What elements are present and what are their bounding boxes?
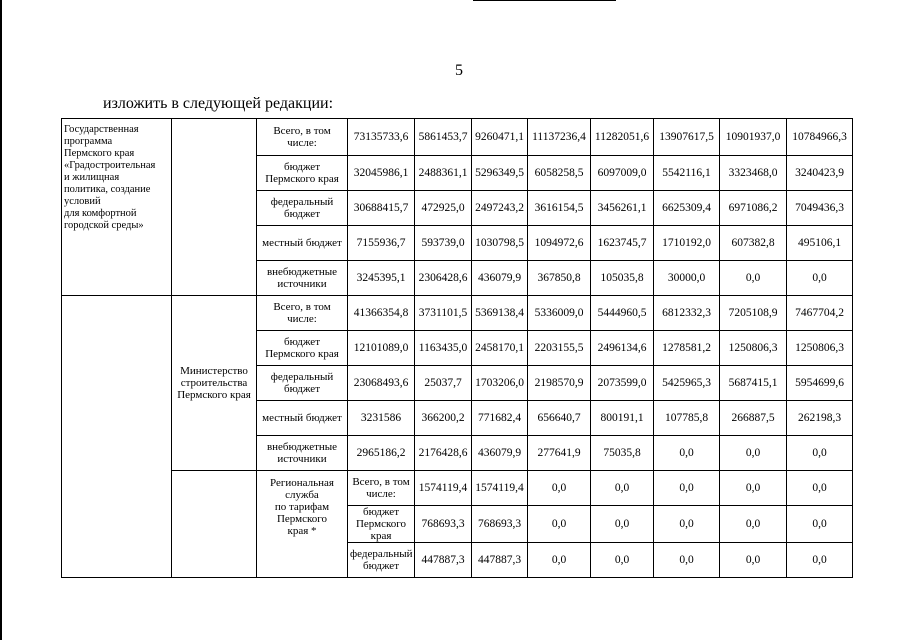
amount-cell: 0,0 xyxy=(591,471,654,506)
amount-cell: 3731101,5 xyxy=(415,296,472,331)
amount-cell: 0,0 xyxy=(720,436,787,471)
amount-cell: 266887,5 xyxy=(720,401,787,436)
funding-source-cell: местный бюджет xyxy=(257,401,348,436)
program-name-line: Пермского края xyxy=(64,148,135,159)
amount-cell: 277641,9 xyxy=(528,436,591,471)
amount-cell: 1623745,7 xyxy=(591,226,654,261)
amount-cell: 1163435,0 xyxy=(415,331,472,366)
amount-cell: 0,0 xyxy=(720,471,787,506)
table-row xyxy=(62,471,853,506)
amount-cell: 30000,0 xyxy=(654,261,720,296)
amount-cell: 5687415,1 xyxy=(720,366,787,401)
amount-cell: 6812332,3 xyxy=(654,296,720,331)
amount-cell: 0,0 xyxy=(528,506,591,543)
amount-cell: 1710192,0 xyxy=(654,226,720,261)
amount-cell: 3323468,0 xyxy=(720,156,787,191)
amount-cell: 1278581,2 xyxy=(654,331,720,366)
amount-cell: 0,0 xyxy=(654,506,720,543)
funding-source-cell: бюджет Пермского края xyxy=(348,506,415,543)
funding-source-cell: внебюджетные источники xyxy=(257,261,348,296)
executor-name-line: Министерство xyxy=(180,365,248,377)
amount-cell: 436079,9 xyxy=(472,261,528,296)
amount-cell: 5369138,4 xyxy=(472,296,528,331)
amount-cell: 3456261,1 xyxy=(591,191,654,226)
amount-cell: 1574119,4 xyxy=(415,471,472,506)
amount-cell: 0,0 xyxy=(654,543,720,578)
amount-cell: 2203155,5 xyxy=(528,331,591,366)
executor-name-line: Пермского xyxy=(276,513,328,525)
amount-cell: 593739,0 xyxy=(415,226,472,261)
executor-cell xyxy=(172,119,257,296)
amount-cell: 0,0 xyxy=(787,471,853,506)
amount-cell: 75035,8 xyxy=(591,436,654,471)
amount-cell: 1030798,5 xyxy=(472,226,528,261)
funding-source-cell: местный бюджет xyxy=(257,226,348,261)
amount-cell: 771682,4 xyxy=(472,401,528,436)
amount-cell: 13907617,5 xyxy=(654,119,720,156)
top-rule xyxy=(473,0,616,1)
amount-cell: 447887,3 xyxy=(472,543,528,578)
amount-cell: 0,0 xyxy=(787,506,853,543)
program-name-line: политика, создание xyxy=(64,184,151,195)
amount-cell: 1703206,0 xyxy=(472,366,528,401)
amount-cell: 0,0 xyxy=(528,471,591,506)
amount-cell: 7467704,2 xyxy=(787,296,853,331)
amount-cell: 107785,8 xyxy=(654,401,720,436)
program-name-line: программа xyxy=(64,136,113,147)
executor-name-line: по тарифам xyxy=(274,501,330,513)
amount-cell: 3231586 xyxy=(348,401,415,436)
table-row xyxy=(62,296,853,331)
amount-cell: 1250806,3 xyxy=(720,331,787,366)
amount-cell: 11282051,6 xyxy=(591,119,654,156)
amount-cell: 7049436,3 xyxy=(787,191,853,226)
amount-cell: 800191,1 xyxy=(591,401,654,436)
executor-name-line: Пермского края xyxy=(177,389,251,401)
amount-cell: 0,0 xyxy=(787,436,853,471)
amount-cell: 2965186,2 xyxy=(348,436,415,471)
amount-cell: 6097009,0 xyxy=(591,156,654,191)
amount-cell: 6058258,5 xyxy=(528,156,591,191)
executor-name-line: края * xyxy=(287,525,317,537)
amount-cell: 5861453,7 xyxy=(415,119,472,156)
amount-cell: 7155936,7 xyxy=(348,226,415,261)
funding-source-cell: федеральный бюджет xyxy=(257,191,348,226)
amount-cell: 5425965,3 xyxy=(654,366,720,401)
amount-cell: 1094972,6 xyxy=(528,226,591,261)
amount-cell: 2176428,6 xyxy=(415,436,472,471)
funding-source-cell: Всего, в том числе: xyxy=(348,471,415,506)
amount-cell: 0,0 xyxy=(591,506,654,543)
amount-cell: 9260471,1 xyxy=(472,119,528,156)
amount-cell: 73135733,6 xyxy=(348,119,415,156)
amount-cell: 30688415,7 xyxy=(348,191,415,226)
amount-cell: 0,0 xyxy=(787,543,853,578)
amount-cell: 5954699,6 xyxy=(787,366,853,401)
funding-source-cell: Всего, в том числе: xyxy=(257,119,348,156)
program-continuation-cell xyxy=(172,471,257,578)
amount-cell: 656640,7 xyxy=(528,401,591,436)
amount-cell: 5296349,5 xyxy=(472,156,528,191)
amount-cell: 2496134,6 xyxy=(591,331,654,366)
funding-source-cell: федеральный бюджет xyxy=(257,366,348,401)
page-number: 5 xyxy=(455,62,463,79)
amount-cell: 23068493,6 xyxy=(348,366,415,401)
amount-cell: 436079,9 xyxy=(472,436,528,471)
amount-cell: 3616154,5 xyxy=(528,191,591,226)
executor-cell xyxy=(172,296,257,471)
funding-source-cell: бюджет Пермского края xyxy=(257,156,348,191)
program-continuation-cell xyxy=(62,296,172,578)
amount-cell: 2458170,1 xyxy=(472,331,528,366)
program-name-line: «Градостроительная xyxy=(64,160,156,171)
amount-cell: 41366354,8 xyxy=(348,296,415,331)
amount-cell: 366200,2 xyxy=(415,401,472,436)
funding-source-cell: бюджет Пермского края xyxy=(257,331,348,366)
amount-cell: 5336009,0 xyxy=(528,296,591,331)
amount-cell: 7205108,9 xyxy=(720,296,787,331)
amount-cell: 11137236,4 xyxy=(528,119,591,156)
amount-cell: 0,0 xyxy=(591,543,654,578)
program-name-line: и жилищная xyxy=(64,172,120,183)
amount-cell: 5542116,1 xyxy=(654,156,720,191)
program-name-line: условий xyxy=(64,196,101,207)
amount-cell: 0,0 xyxy=(720,543,787,578)
amount-cell: 0,0 xyxy=(654,471,720,506)
amount-cell: 3240423,9 xyxy=(787,156,853,191)
amount-cell: 6971086,2 xyxy=(720,191,787,226)
funding-source-cell: федеральный бюджет xyxy=(348,543,415,578)
amount-cell: 0,0 xyxy=(654,436,720,471)
amount-cell: 768693,3 xyxy=(415,506,472,543)
amount-cell: 10784966,3 xyxy=(787,119,853,156)
amount-cell: 768693,3 xyxy=(472,506,528,543)
amount-cell: 5444960,5 xyxy=(591,296,654,331)
page-left-edge xyxy=(0,0,2,640)
program-name-line: для комфортной xyxy=(64,208,137,219)
funding-table xyxy=(61,118,853,578)
amount-cell: 10901937,0 xyxy=(720,119,787,156)
amount-cell: 3245395,1 xyxy=(348,261,415,296)
amount-cell: 25037,7 xyxy=(415,366,472,401)
program-name-line: городской среды» xyxy=(64,220,144,231)
intro-text: изложить в следующей редакции: xyxy=(103,95,334,112)
amount-cell: 12101089,0 xyxy=(348,331,415,366)
amount-cell: 1574119,4 xyxy=(472,471,528,506)
executor-name-line: строительства xyxy=(180,377,248,389)
funding-source-cell: внебюджетные источники xyxy=(257,436,348,471)
amount-cell: 0,0 xyxy=(720,261,787,296)
program-name-line: Государственная xyxy=(64,124,139,135)
amount-cell: 607382,8 xyxy=(720,226,787,261)
amount-cell: 495106,1 xyxy=(787,226,853,261)
amount-cell: 2073599,0 xyxy=(591,366,654,401)
amount-cell: 1250806,3 xyxy=(787,331,853,366)
executor-cell xyxy=(257,471,348,578)
executor-name-line: Региональная xyxy=(270,477,334,489)
executor-name-line: служба xyxy=(285,489,319,501)
funding-source-cell: Всего, в том числе: xyxy=(257,296,348,331)
table-row xyxy=(62,119,853,156)
amount-cell: 2198570,9 xyxy=(528,366,591,401)
amount-cell: 0,0 xyxy=(528,543,591,578)
amount-cell: 262198,3 xyxy=(787,401,853,436)
amount-cell: 2497243,2 xyxy=(472,191,528,226)
amount-cell: 105035,8 xyxy=(591,261,654,296)
amount-cell: 2306428,6 xyxy=(415,261,472,296)
program-name-cell xyxy=(62,119,172,296)
amount-cell: 0,0 xyxy=(720,506,787,543)
amount-cell: 367850,8 xyxy=(528,261,591,296)
amount-cell: 447887,3 xyxy=(415,543,472,578)
amount-cell: 0,0 xyxy=(787,261,853,296)
amount-cell: 6625309,4 xyxy=(654,191,720,226)
amount-cell: 472925,0 xyxy=(415,191,472,226)
amount-cell: 2488361,1 xyxy=(415,156,472,191)
amount-cell: 32045986,1 xyxy=(348,156,415,191)
